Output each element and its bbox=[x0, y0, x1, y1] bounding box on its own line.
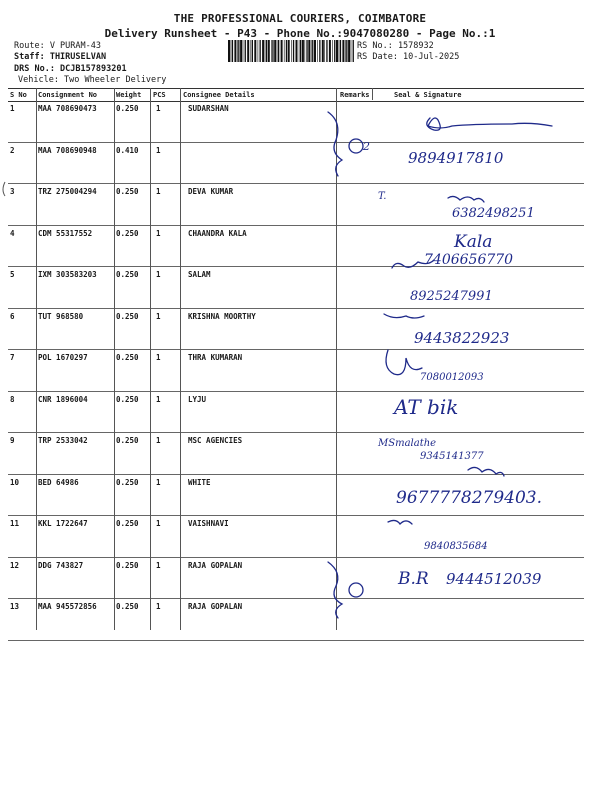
rs-date: RS Date: 10-Jul-2025 bbox=[357, 52, 460, 62]
row-consignment-number: TRZ 275004294 bbox=[38, 187, 97, 196]
col-pcs: PCS bbox=[153, 91, 166, 99]
handwritten-phone: 9677778279403. bbox=[396, 488, 543, 508]
row-pieces: 1 bbox=[156, 311, 161, 321]
row-consignee-name: KRISHNA MOORTHY bbox=[188, 311, 256, 321]
row-serial-number: 2 bbox=[10, 145, 15, 155]
row-serial-number: 4 bbox=[10, 228, 15, 238]
staff-label: Staff: THIRUSELVAN bbox=[14, 52, 107, 62]
row-consignee-name: VAISHNAVI bbox=[188, 519, 229, 528]
handwritten-phone: 9345141377 bbox=[420, 451, 484, 462]
handwritten-phone: 9443822923 bbox=[414, 329, 510, 347]
row-weight: 0.250 bbox=[116, 311, 139, 321]
handwritten-name: AT bik bbox=[394, 395, 459, 419]
signature-scribble bbox=[427, 118, 552, 130]
row-weight: 0.250 bbox=[116, 477, 139, 487]
handwritten-name: MSmalathe bbox=[378, 438, 437, 449]
col-consignment: Consignment No bbox=[38, 91, 98, 99]
runsheet-subtitle: Delivery Runsheet - P43 - Phone No.:9047080280 - Page No.:1 bbox=[104, 27, 496, 40]
row-consignee-name: THRA KUMARAN bbox=[188, 353, 243, 362]
row-consignment-number: CNR 1896004 bbox=[38, 394, 88, 404]
col-remarks: Remarks bbox=[340, 91, 370, 99]
row-consignment-number: MAA 945572856 bbox=[38, 602, 97, 611]
row-pieces: 1 bbox=[156, 394, 161, 404]
row-serial-number: 3 bbox=[10, 187, 15, 196]
row-consignment-number: DDG 743827 bbox=[38, 560, 84, 570]
row-consignment-number: POL 1670297 bbox=[38, 353, 88, 362]
row-pieces: 1 bbox=[156, 602, 161, 611]
row-weight: 0.410 bbox=[116, 145, 139, 155]
handwritten-name: T. bbox=[378, 191, 387, 202]
signature-scribble bbox=[384, 314, 424, 318]
row-serial-number: 6 bbox=[10, 311, 15, 321]
row-consignee-name: RAJA GOPALAN bbox=[188, 602, 243, 611]
row-consignment-number: MAA 708690473 bbox=[38, 104, 97, 113]
remark-bracket-mark bbox=[328, 562, 342, 618]
row-weight: 0.250 bbox=[116, 228, 139, 238]
row-consignment-number: KKL 1722647 bbox=[38, 519, 88, 528]
row-serial-number: 7 bbox=[10, 353, 15, 362]
remark-circle bbox=[349, 583, 363, 597]
signature-scribble bbox=[448, 196, 484, 202]
route-label: Route: V PURAM-43 bbox=[14, 41, 101, 51]
row-pieces: 1 bbox=[156, 353, 161, 362]
signature-scribble bbox=[468, 467, 504, 476]
row-consignee-name: LYJU bbox=[188, 394, 207, 404]
row-consignee-name: SUDARSHAN bbox=[188, 104, 229, 113]
row-pieces: 1 bbox=[156, 519, 161, 528]
row-pieces: 1 bbox=[156, 145, 161, 155]
handwritten-phone: 9444512039 bbox=[446, 570, 542, 588]
row-consignee-name: DEVA KUMAR bbox=[188, 187, 234, 196]
handwritten-phone: 8925247991 bbox=[410, 289, 493, 304]
row-serial-number: 11 bbox=[10, 519, 20, 528]
row-serial-number: 10 bbox=[10, 477, 20, 487]
row-weight: 0.250 bbox=[116, 187, 139, 196]
row-consignment-number: MAA 708690948 bbox=[38, 145, 97, 155]
row-consignee-name: MSC AGENCIES bbox=[188, 436, 243, 445]
rs-number: RS No.: 1578932 bbox=[357, 41, 434, 51]
row-pieces: 1 bbox=[156, 104, 161, 113]
handwritten-phone: 6382498251 bbox=[452, 206, 535, 221]
row-weight: 0.250 bbox=[116, 560, 139, 570]
col-sno: S No bbox=[10, 91, 27, 99]
handwritten-phone: 9894917810 bbox=[408, 149, 504, 167]
row-pieces: 1 bbox=[156, 270, 161, 279]
signature-scribble bbox=[386, 350, 422, 375]
row-pieces: 1 bbox=[156, 187, 161, 196]
row-consignee-name: SALAM bbox=[188, 270, 211, 279]
remark-circle bbox=[349, 139, 363, 153]
handwritten-remark: 2 bbox=[363, 140, 370, 153]
row-weight: 0.250 bbox=[116, 353, 139, 362]
row-pieces: 1 bbox=[156, 477, 161, 487]
row-consignee-name: RAJA GOPALAN bbox=[188, 560, 243, 570]
row-consignment-number: IXM 303583203 bbox=[38, 270, 97, 279]
company-title: THE PROFESSIONAL COURIERS, COIMBATORE bbox=[173, 12, 427, 25]
row-consignment-number: TRP 2533042 bbox=[38, 436, 88, 445]
handwritten-phone: 7406656770 bbox=[424, 252, 514, 268]
row-serial-number: 5 bbox=[10, 270, 15, 279]
col-weight: Weight bbox=[116, 91, 142, 99]
row-serial-number: 9 bbox=[10, 436, 15, 445]
remark-bracket-mark bbox=[328, 112, 342, 176]
row-serial-number: 12 bbox=[10, 560, 20, 570]
row-weight: 0.250 bbox=[116, 602, 139, 611]
row-pieces: 1 bbox=[156, 436, 161, 445]
signature-scribble bbox=[388, 520, 412, 524]
row-weight: 0.250 bbox=[116, 436, 139, 445]
row-serial-number: 8 bbox=[10, 394, 15, 404]
row-weight: 0.250 bbox=[116, 394, 139, 404]
drs-label: DRS No.: DCJB157893201 bbox=[14, 64, 127, 74]
vehicle-label: Vehicle: Two Wheeler Delivery bbox=[18, 75, 167, 85]
col-consignee: Consignee Details bbox=[183, 91, 255, 99]
row-consignment-number: BED 64986 bbox=[38, 477, 79, 487]
handwritten-phone: 7080012093 bbox=[420, 372, 484, 383]
row-serial-number: 1 bbox=[10, 104, 15, 113]
row-weight: 0.250 bbox=[116, 104, 139, 113]
row-serial-number: 13 bbox=[10, 602, 20, 611]
row-consignee-name: WHITE bbox=[188, 477, 211, 487]
row-consignee-name: CHAANDRA KALA bbox=[188, 228, 247, 238]
row-consignment-number: CDM 55317552 bbox=[38, 228, 93, 238]
handwritten-name: Kala bbox=[454, 232, 493, 252]
row-pieces: 1 bbox=[156, 560, 161, 570]
row-pieces: 1 bbox=[156, 228, 161, 238]
col-seal-signature: Seal & Signature bbox=[394, 91, 462, 99]
handwritten-name: B.R bbox=[398, 569, 429, 589]
row-weight: 0.250 bbox=[116, 519, 139, 528]
row-weight: 0.250 bbox=[116, 270, 139, 279]
row-consignment-number: TUT 968580 bbox=[38, 311, 84, 321]
handwritten-phone: 9840835684 bbox=[424, 541, 488, 552]
